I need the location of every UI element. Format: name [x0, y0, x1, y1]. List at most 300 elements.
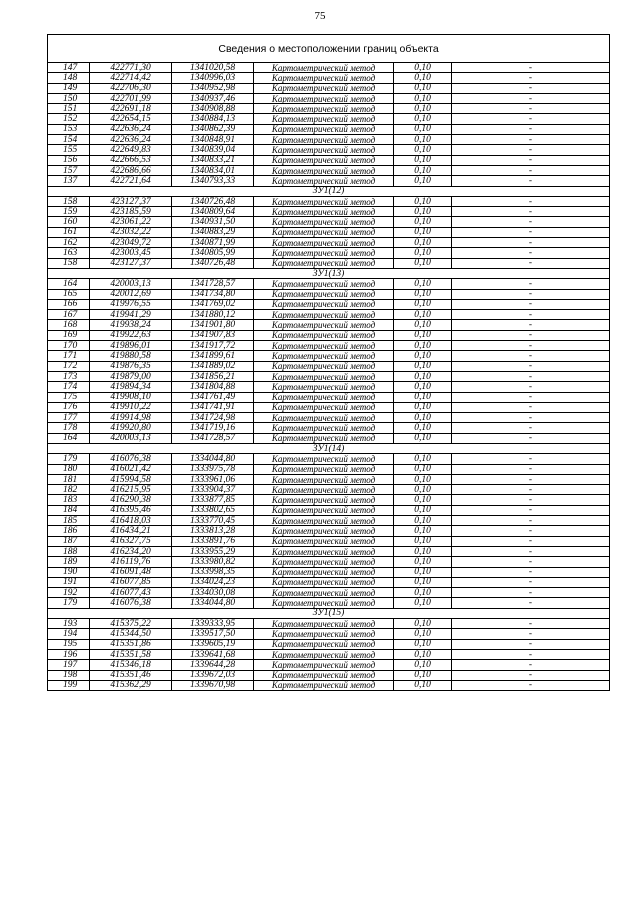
y-coordinate-cell: 1340793,33 — [172, 176, 254, 186]
method-cell: Картометрический метод — [254, 433, 394, 443]
method-cell: Картометрический метод — [254, 474, 394, 484]
x-coordinate-cell: 416215,95 — [90, 485, 172, 495]
accuracy-cell: 0,10 — [394, 124, 452, 134]
x-coordinate-cell: 420003,13 — [90, 433, 172, 443]
x-coordinate-cell: 416234,20 — [90, 546, 172, 556]
y-coordinate-cell: 1340908,88 — [172, 104, 254, 114]
y-coordinate-cell: 1334024,23 — [172, 577, 254, 587]
method-cell: Картометрический метод — [254, 505, 394, 515]
point-number-cell: 170 — [48, 341, 90, 351]
accuracy-cell: 0,10 — [394, 577, 452, 587]
description-cell: - — [452, 629, 610, 639]
accuracy-cell: 0,10 — [394, 320, 452, 330]
description-cell: - — [452, 227, 610, 237]
table-row — [48, 402, 610, 412]
description-cell: - — [452, 104, 610, 114]
accuracy-cell: 0,10 — [394, 289, 452, 299]
y-coordinate-cell: 1339641,68 — [172, 649, 254, 659]
table-row — [48, 330, 610, 340]
y-coordinate-cell: 1341889,02 — [172, 361, 254, 371]
description-cell: - — [452, 413, 610, 423]
table-row — [48, 598, 610, 608]
point-number-cell: 164 — [48, 279, 90, 289]
x-coordinate-cell: 419914,98 — [90, 413, 172, 423]
table-row — [48, 485, 610, 495]
method-cell: Картометрический метод — [254, 361, 394, 371]
accuracy-cell: 0,10 — [394, 145, 452, 155]
method-cell: Картометрический метод — [254, 320, 394, 330]
description-cell: - — [452, 361, 610, 371]
accuracy-cell: 0,10 — [394, 588, 452, 598]
table-row — [48, 619, 610, 629]
x-coordinate-cell: 423032,22 — [90, 227, 172, 237]
point-number-cell: 148 — [48, 73, 90, 83]
y-coordinate-cell: 1340862,39 — [172, 124, 254, 134]
accuracy-cell: 0,10 — [394, 361, 452, 371]
y-coordinate-cell: 1340883,29 — [172, 227, 254, 237]
y-coordinate-cell: 1340726,48 — [172, 196, 254, 206]
page-number: 75 — [314, 10, 326, 22]
accuracy-cell: 0,10 — [394, 83, 452, 93]
x-coordinate-cell: 415375,22 — [90, 619, 172, 629]
table-row — [48, 155, 610, 165]
method-cell: Картометрический метод — [254, 577, 394, 587]
accuracy-cell: 0,10 — [394, 258, 452, 268]
point-number-cell: 171 — [48, 351, 90, 361]
description-cell: - — [452, 258, 610, 268]
x-coordinate-cell: 416395,46 — [90, 505, 172, 515]
description-cell: - — [452, 392, 610, 402]
description-cell: - — [452, 155, 610, 165]
table-row — [48, 660, 610, 670]
accuracy-cell: 0,10 — [394, 454, 452, 464]
accuracy-cell: 0,10 — [394, 93, 452, 103]
description-cell: - — [452, 382, 610, 392]
x-coordinate-cell: 416091,48 — [90, 567, 172, 577]
point-number-cell: 181 — [48, 474, 90, 484]
accuracy-cell: 0,10 — [394, 639, 452, 649]
point-number-cell: 153 — [48, 124, 90, 134]
description-cell: - — [452, 485, 610, 495]
accuracy-cell: 0,10 — [394, 73, 452, 83]
description-cell: - — [452, 124, 610, 134]
table-row — [48, 104, 610, 114]
table-row — [48, 351, 610, 361]
table-row — [48, 433, 610, 443]
accuracy-cell: 0,10 — [394, 649, 452, 659]
y-coordinate-cell: 1333877,85 — [172, 495, 254, 505]
point-number-cell: 152 — [48, 114, 90, 124]
x-coordinate-cell: 415351,86 — [90, 639, 172, 649]
point-number-cell: 166 — [48, 299, 90, 309]
x-coordinate-cell: 416076,38 — [90, 454, 172, 464]
y-coordinate-cell: 1340931,50 — [172, 217, 254, 227]
description-cell: - — [452, 474, 610, 484]
accuracy-cell: 0,10 — [394, 629, 452, 639]
x-coordinate-cell: 419896,01 — [90, 341, 172, 351]
y-coordinate-cell: 1339644,28 — [172, 660, 254, 670]
y-coordinate-cell: 1333802,65 — [172, 505, 254, 515]
x-coordinate-cell: 423049,72 — [90, 238, 172, 248]
table-row — [48, 588, 610, 598]
y-coordinate-cell: 1333980,82 — [172, 557, 254, 567]
description-cell: - — [452, 588, 610, 598]
y-coordinate-cell: 1339672,03 — [172, 670, 254, 680]
x-coordinate-cell: 422721,64 — [90, 176, 172, 186]
description-cell: - — [452, 670, 610, 680]
table-row — [48, 124, 610, 134]
x-coordinate-cell: 416327,75 — [90, 536, 172, 546]
x-coordinate-cell: 422714,42 — [90, 73, 172, 83]
point-number-cell: 159 — [48, 207, 90, 217]
accuracy-cell: 0,10 — [394, 495, 452, 505]
table-row — [48, 680, 610, 690]
description-cell: - — [452, 83, 610, 93]
accuracy-cell: 0,10 — [394, 536, 452, 546]
x-coordinate-cell: 423127,37 — [90, 196, 172, 206]
table-row — [48, 196, 610, 206]
method-cell: Картометрический метод — [254, 392, 394, 402]
point-number-cell: 185 — [48, 516, 90, 526]
method-cell: Картометрический метод — [254, 330, 394, 340]
accuracy-cell: 0,10 — [394, 310, 452, 320]
y-coordinate-cell: 1340839,04 — [172, 145, 254, 155]
y-coordinate-cell: 1340848,91 — [172, 135, 254, 145]
x-coordinate-cell: 419894,34 — [90, 382, 172, 392]
table-row — [48, 639, 610, 649]
x-coordinate-cell: 415351,46 — [90, 670, 172, 680]
y-coordinate-cell: 1341901,80 — [172, 320, 254, 330]
point-number-cell: 168 — [48, 320, 90, 330]
y-coordinate-cell: 1333813,28 — [172, 526, 254, 536]
method-cell: Картометрический метод — [254, 155, 394, 165]
y-coordinate-cell: 1333961,06 — [172, 474, 254, 484]
method-cell: Картометрический метод — [254, 248, 394, 258]
point-number-cell: 179 — [48, 454, 90, 464]
y-coordinate-cell: 1341020,58 — [172, 63, 254, 73]
table-row — [48, 238, 610, 248]
description-cell: - — [452, 63, 610, 73]
x-coordinate-cell: 422654,15 — [90, 114, 172, 124]
accuracy-cell: 0,10 — [394, 598, 452, 608]
table-row — [48, 114, 610, 124]
y-coordinate-cell: 1339517,50 — [172, 629, 254, 639]
accuracy-cell: 0,10 — [394, 557, 452, 567]
description-cell: - — [452, 145, 610, 155]
method-cell: Картометрический метод — [254, 423, 394, 433]
method-cell: Картометрический метод — [254, 660, 394, 670]
description-cell: - — [452, 680, 610, 690]
description-cell: - — [452, 557, 610, 567]
method-cell: Картометрический метод — [254, 299, 394, 309]
accuracy-cell: 0,10 — [394, 402, 452, 412]
accuracy-cell: 0,10 — [394, 392, 452, 402]
accuracy-cell: 0,10 — [394, 680, 452, 690]
accuracy-cell: 0,10 — [394, 104, 452, 114]
method-cell: Картометрический метод — [254, 114, 394, 124]
description-cell: - — [452, 114, 610, 124]
point-number-cell: 188 — [48, 546, 90, 556]
table-row — [48, 73, 610, 83]
point-number-cell: 172 — [48, 361, 90, 371]
section-label: ЗУ1(13) — [48, 268, 610, 278]
point-number-cell: 186 — [48, 526, 90, 536]
x-coordinate-cell: 419880,58 — [90, 351, 172, 361]
accuracy-cell: 0,10 — [394, 155, 452, 165]
accuracy-cell: 0,10 — [394, 619, 452, 629]
table-row — [48, 279, 610, 289]
point-number-cell: 174 — [48, 382, 90, 392]
point-number-cell: 179 — [48, 598, 90, 608]
y-coordinate-cell: 1334044,80 — [172, 598, 254, 608]
x-coordinate-cell: 422706,30 — [90, 83, 172, 93]
method-cell: Картометрический метод — [254, 289, 394, 299]
point-number-cell: 187 — [48, 536, 90, 546]
description-cell: - — [452, 176, 610, 186]
x-coordinate-cell: 422771,30 — [90, 63, 172, 73]
accuracy-cell: 0,10 — [394, 516, 452, 526]
method-cell: Картометрический метод — [254, 588, 394, 598]
method-cell: Картометрический метод — [254, 217, 394, 227]
description-cell: - — [452, 619, 610, 629]
x-coordinate-cell: 422686,66 — [90, 165, 172, 175]
point-number-cell: 194 — [48, 629, 90, 639]
x-coordinate-cell: 416418,03 — [90, 516, 172, 526]
table-row — [48, 577, 610, 587]
description-cell: - — [452, 598, 610, 608]
description-cell: - — [452, 433, 610, 443]
method-cell: Картометрический метод — [254, 649, 394, 659]
point-number-cell: 154 — [48, 135, 90, 145]
table-row — [48, 413, 610, 423]
description-cell: - — [452, 299, 610, 309]
x-coordinate-cell: 420003,13 — [90, 279, 172, 289]
accuracy-cell: 0,10 — [394, 351, 452, 361]
description-cell: - — [452, 73, 610, 83]
table-row — [48, 248, 610, 258]
accuracy-cell: 0,10 — [394, 567, 452, 577]
x-coordinate-cell: 416434,21 — [90, 526, 172, 536]
y-coordinate-cell: 1341804,88 — [172, 382, 254, 392]
y-coordinate-cell: 1334044,80 — [172, 454, 254, 464]
table-row — [48, 670, 610, 680]
y-coordinate-cell: 1333955,29 — [172, 546, 254, 556]
y-coordinate-cell: 1334030,08 — [172, 588, 254, 598]
description-cell: - — [452, 495, 610, 505]
point-number-cell: 193 — [48, 619, 90, 629]
point-number-cell: 162 — [48, 238, 90, 248]
x-coordinate-cell: 422701,99 — [90, 93, 172, 103]
point-number-cell: 184 — [48, 505, 90, 515]
x-coordinate-cell: 415351,58 — [90, 649, 172, 659]
method-cell: Картометрический метод — [254, 310, 394, 320]
description-cell: - — [452, 238, 610, 248]
description-cell: - — [452, 310, 610, 320]
accuracy-cell: 0,10 — [394, 505, 452, 515]
y-coordinate-cell: 1341761,49 — [172, 392, 254, 402]
y-coordinate-cell: 1340726,48 — [172, 258, 254, 268]
method-cell: Картометрический метод — [254, 124, 394, 134]
boundary-coordinates-table — [47, 34, 610, 691]
point-number-cell: 183 — [48, 495, 90, 505]
y-coordinate-cell: 1341741,91 — [172, 402, 254, 412]
accuracy-cell: 0,10 — [394, 207, 452, 217]
point-number-cell: 196 — [48, 649, 90, 659]
method-cell: Картометрический метод — [254, 196, 394, 206]
table-row — [48, 474, 610, 484]
point-number-cell: 173 — [48, 371, 90, 381]
method-cell: Картометрический метод — [254, 567, 394, 577]
x-coordinate-cell: 422691,18 — [90, 104, 172, 114]
x-coordinate-cell: 419908,10 — [90, 392, 172, 402]
y-coordinate-cell: 1341856,21 — [172, 371, 254, 381]
description-cell: - — [452, 320, 610, 330]
point-number-cell: 150 — [48, 93, 90, 103]
method-cell: Картометрический метод — [254, 382, 394, 392]
point-number-cell: 180 — [48, 464, 90, 474]
method-cell: Картометрический метод — [254, 371, 394, 381]
x-coordinate-cell: 419922,63 — [90, 330, 172, 340]
table-row — [48, 258, 610, 268]
section-header-row — [48, 186, 610, 196]
x-coordinate-cell: 419941,29 — [90, 310, 172, 320]
point-number-cell: 160 — [48, 217, 90, 227]
description-cell: - — [452, 536, 610, 546]
y-coordinate-cell: 1339605,19 — [172, 639, 254, 649]
accuracy-cell: 0,10 — [394, 423, 452, 433]
y-coordinate-cell: 1341769,02 — [172, 299, 254, 309]
description-cell: - — [452, 660, 610, 670]
y-coordinate-cell: 1341724,98 — [172, 413, 254, 423]
table-title-row — [48, 35, 610, 63]
x-coordinate-cell: 419910,22 — [90, 402, 172, 412]
point-number-cell: 151 — [48, 104, 90, 114]
y-coordinate-cell: 1340834,01 — [172, 165, 254, 175]
table-row — [48, 629, 610, 639]
method-cell: Картометрический метод — [254, 485, 394, 495]
x-coordinate-cell: 422636,24 — [90, 135, 172, 145]
table-row — [48, 165, 610, 175]
point-number-cell: 190 — [48, 567, 90, 577]
description-cell: - — [452, 217, 610, 227]
section-label: ЗУ1(14) — [48, 443, 610, 453]
description-cell: - — [452, 248, 610, 258]
x-coordinate-cell: 415344,50 — [90, 629, 172, 639]
table-row — [48, 176, 610, 186]
method-cell: Картометрический метод — [254, 63, 394, 73]
table-row — [48, 289, 610, 299]
description-cell: - — [452, 196, 610, 206]
table-row — [48, 649, 610, 659]
accuracy-cell: 0,10 — [394, 63, 452, 73]
y-coordinate-cell: 1340871,99 — [172, 238, 254, 248]
x-coordinate-cell: 419938,24 — [90, 320, 172, 330]
x-coordinate-cell: 419920,80 — [90, 423, 172, 433]
table-row — [48, 536, 610, 546]
point-number-cell: 156 — [48, 155, 90, 165]
accuracy-cell: 0,10 — [394, 135, 452, 145]
method-cell: Картометрический метод — [254, 207, 394, 217]
x-coordinate-cell: 416077,85 — [90, 577, 172, 587]
accuracy-cell: 0,10 — [394, 196, 452, 206]
method-cell: Картометрический метод — [254, 629, 394, 639]
point-number-cell: 177 — [48, 413, 90, 423]
y-coordinate-cell: 1340833,21 — [172, 155, 254, 165]
table-row — [48, 371, 610, 381]
section-header-row — [48, 443, 610, 453]
method-cell: Картометрический метод — [254, 413, 394, 423]
method-cell: Картометрический метод — [254, 670, 394, 680]
method-cell: Картометрический метод — [254, 639, 394, 649]
point-number-cell: 161 — [48, 227, 90, 237]
point-number-cell: 176 — [48, 402, 90, 412]
description-cell: - — [452, 93, 610, 103]
accuracy-cell: 0,10 — [394, 227, 452, 237]
x-coordinate-cell: 423185,59 — [90, 207, 172, 217]
point-number-cell: 198 — [48, 670, 90, 680]
accuracy-cell: 0,10 — [394, 299, 452, 309]
method-cell: Картометрический метод — [254, 165, 394, 175]
point-number-cell: 175 — [48, 392, 90, 402]
accuracy-cell: 0,10 — [394, 165, 452, 175]
point-number-cell: 182 — [48, 485, 90, 495]
y-coordinate-cell: 1341728,57 — [172, 279, 254, 289]
y-coordinate-cell: 1333891,76 — [172, 536, 254, 546]
x-coordinate-cell: 416119,76 — [90, 557, 172, 567]
point-number-cell: 189 — [48, 557, 90, 567]
method-cell: Картометрический метод — [254, 341, 394, 351]
point-number-cell: 137 — [48, 176, 90, 186]
table-row — [48, 320, 610, 330]
method-cell: Картометрический метод — [254, 227, 394, 237]
method-cell: Картометрический метод — [254, 402, 394, 412]
y-coordinate-cell: 1340805,99 — [172, 248, 254, 258]
description-cell: - — [452, 454, 610, 464]
x-coordinate-cell: 419876,35 — [90, 361, 172, 371]
table-row — [48, 557, 610, 567]
table-row — [48, 145, 610, 155]
method-cell: Картометрический метод — [254, 526, 394, 536]
y-coordinate-cell: 1340884,13 — [172, 114, 254, 124]
y-coordinate-cell: 1341907,83 — [172, 330, 254, 340]
table-row — [48, 454, 610, 464]
method-cell: Картометрический метод — [254, 495, 394, 505]
y-coordinate-cell: 1341880,12 — [172, 310, 254, 320]
point-number-cell: 163 — [48, 248, 90, 258]
y-coordinate-cell: 1339670,98 — [172, 680, 254, 690]
table-row — [48, 361, 610, 371]
accuracy-cell: 0,10 — [394, 474, 452, 484]
section-header-row — [48, 608, 610, 618]
description-cell: - — [452, 516, 610, 526]
point-number-cell: 167 — [48, 310, 90, 320]
table-row — [48, 207, 610, 217]
accuracy-cell: 0,10 — [394, 114, 452, 124]
description-cell: - — [452, 464, 610, 474]
table-row — [48, 382, 610, 392]
table-title: Сведения о местоположении границ объекта — [48, 35, 610, 63]
y-coordinate-cell: 1341917,72 — [172, 341, 254, 351]
method-cell: Картометрический метод — [254, 351, 394, 361]
y-coordinate-cell: 1341899,61 — [172, 351, 254, 361]
description-cell: - — [452, 289, 610, 299]
method-cell: Картометрический метод — [254, 516, 394, 526]
description-cell: - — [452, 135, 610, 145]
table-row — [48, 505, 610, 515]
x-coordinate-cell: 419879,00 — [90, 371, 172, 381]
point-number-cell: 147 — [48, 63, 90, 73]
method-cell: Картометрический метод — [254, 135, 394, 145]
